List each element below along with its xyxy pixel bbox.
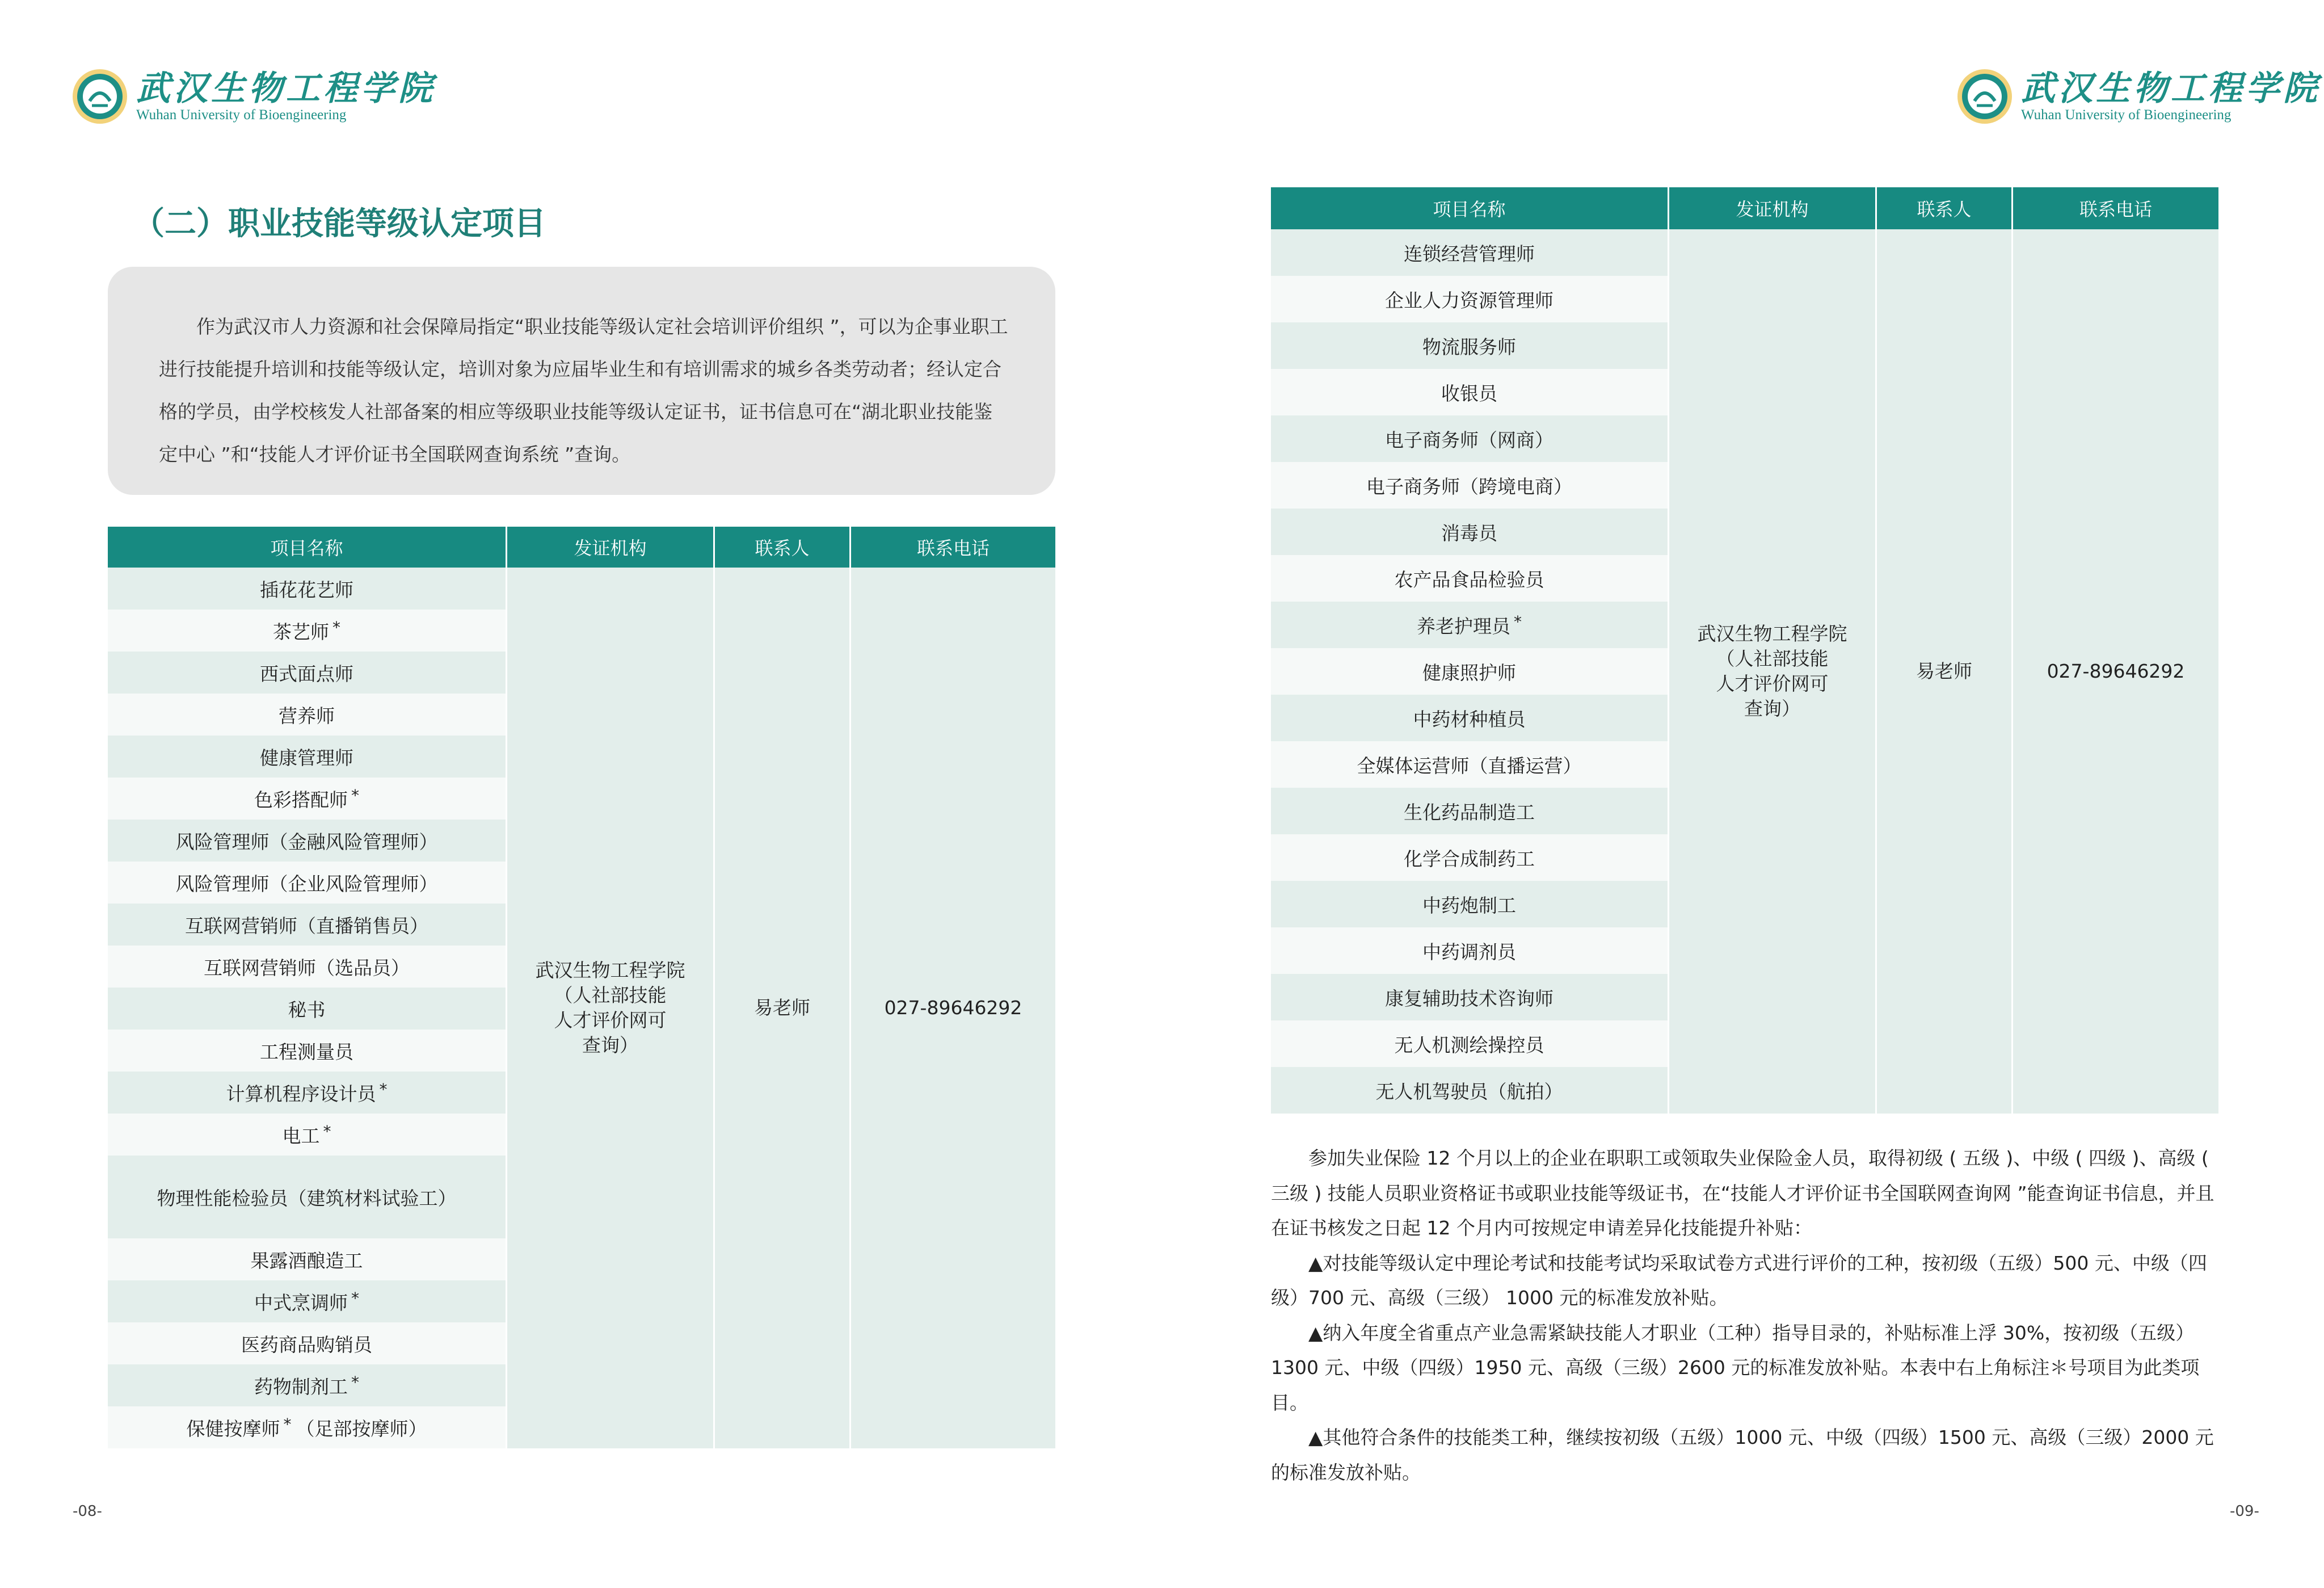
table-header-cell: 发证机构 (507, 527, 715, 568)
project-name: 消毒员 (1441, 522, 1497, 544)
project-name-cell (108, 652, 507, 694)
project-name: 风险管理师（金融风险管理师） (175, 830, 438, 853)
logo-chinese-name: 武汉生物工程学院 (136, 69, 436, 108)
project-name: 连锁经营管理师 (1404, 242, 1535, 265)
project-name-cell (108, 988, 507, 1030)
project-name-cell (108, 778, 507, 820)
phone-cell-text: 027-89646292 (884, 997, 1022, 1019)
contact-cell-text: 易老师 (754, 997, 810, 1019)
project-name-cell (1271, 369, 1669, 415)
project-name-cell (1271, 695, 1669, 741)
project-name-cell (108, 1406, 507, 1448)
project-name-suffix: （足部按摩师） (296, 1417, 427, 1440)
project-name: 西式面点师 (260, 662, 353, 685)
project-name: 中药材种植员 (1413, 708, 1526, 730)
project-name: 风险管理师（企业风险管理师） (175, 872, 438, 895)
project-name: 全媒体运营师（直播运营） (1357, 754, 1582, 777)
project-name-cell (108, 862, 507, 904)
intro-box (108, 267, 1055, 495)
subsidy-star-mark: * (351, 1372, 359, 1392)
project-name: 物理性能检验员（建筑材料试验工） (157, 1187, 457, 1209)
phone-cell (851, 568, 1055, 1448)
project-name: 营养师 (279, 704, 335, 727)
project-name-cell (108, 610, 507, 652)
subsidy-star-mark: * (332, 617, 340, 637)
intro-paragraph: 作为武汉市人力资源和社会保障局指定“职业技能等级认定社会培训评价组织 ”，可以为企事业职工进行技能提升培训和技能等级认定，培训对象为应届毕业生和有培训需求的城乡各类劳动者；经认定合格的学员，由学校核发人社部备案的相应等级职业技能等级认定证书，证书信息可在“湖北职业技能鉴定中心 ”和“技能人才评价证书全国联网查询系统 ”查询。 (159, 316, 1008, 465)
project-name: 互联网营销师（直播销售员） (185, 914, 428, 937)
subsidy-note-intro: 参加失业保险 12 个月以上的企业在职职工或领取失业保险金人员，取得初级 ( 五级 )、中级 ( 四级 )、高级 ( 三级 ) 技能人员职业资格证书或职业技能等级证书，在“技能人才评价证书全国联网查询网 ”能查询证书信息，并且在证书核发之日起 12 个月内可按规定申请差异化技能提升补贴： (1271, 1147, 2214, 1239)
right-certification-table (1271, 187, 2218, 1114)
project-name-cell (1271, 509, 1669, 555)
logo-chinese-name: 武汉生物工程学院 (2021, 69, 2321, 108)
project-name-cell (108, 568, 507, 610)
project-name: 康复辅助技术咨询师 (1385, 987, 1553, 1010)
logo-english-name: Wuhan University of Bioengineering (136, 107, 347, 123)
project-name-cell (1271, 462, 1669, 509)
university-logo-right (1956, 68, 2321, 125)
project-name: 农产品食品检验员 (1394, 568, 1544, 591)
project-name-cell (108, 1280, 507, 1322)
project-name: 工程测量员 (260, 1040, 353, 1063)
project-name-cell (108, 1072, 507, 1114)
project-name: 生化药品制造工 (1404, 801, 1535, 824)
project-name-cell (1271, 602, 1669, 648)
project-name: 化学合成制药工 (1404, 847, 1535, 870)
project-name: 中式烹调师 (254, 1291, 348, 1314)
project-name-cell (108, 1364, 507, 1406)
issuer-cell (1669, 229, 1877, 1114)
project-name: 插花花艺师 (260, 578, 353, 601)
project-name-cell (1271, 648, 1669, 695)
project-name: 医药商品购销员 (241, 1333, 372, 1356)
subsidy-star-mark: * (283, 1414, 292, 1434)
project-name-cell (1271, 229, 1669, 276)
table-header-cell: 项目名称 (108, 527, 507, 568)
subsidy-star-mark: * (351, 1288, 359, 1308)
project-name-cell (108, 1238, 507, 1280)
issuer-cell (507, 568, 715, 1448)
project-name-cell (108, 1030, 507, 1072)
project-name-cell (108, 1322, 507, 1364)
project-name-cell (1271, 974, 1669, 1020)
subsidy-star-mark: * (351, 785, 359, 805)
university-logo-left (71, 68, 436, 125)
project-name-cell (1271, 927, 1669, 974)
project-name-cell (1271, 555, 1669, 602)
contact-cell-text: 易老师 (1916, 660, 1972, 682)
subsidy-note-item: ▲其他符合条件的技能类工种，继续按初级（五级）1000 元、中级（四级）1500 元、高级（三级）2000 元的标准发放补贴。 (1271, 1426, 2214, 1484)
subsidy-star-mark: * (323, 1121, 331, 1141)
project-name-cell (1271, 788, 1669, 834)
issuer-cell-text: 武汉生物工程学院 （人社部技能 人才评价网可 查询） (1697, 623, 1847, 720)
logo-english-name: Wuhan University of Bioengineering (2021, 107, 2232, 123)
section-title: （二）职业技能等级认定项目 (133, 205, 546, 242)
project-name-cell (1271, 834, 1669, 881)
project-name: 物流服务师 (1422, 335, 1516, 358)
table-header-cell: 联系人 (1877, 187, 2013, 229)
phone-cell (2013, 229, 2218, 1114)
issuer-cell-text: 武汉生物工程学院 （人社部技能 人才评价网可 查询） (535, 959, 685, 1056)
contact-cell (1877, 229, 2013, 1114)
page-number-left: -08- (73, 1503, 102, 1520)
project-name: 计算机程序设计员 (226, 1082, 376, 1105)
project-name: 中药炮制工 (1422, 894, 1516, 917)
project-name-cell (108, 694, 507, 736)
project-name-cell (1271, 1020, 1669, 1067)
project-name: 色彩搭配师 (254, 788, 348, 811)
table-header-cell: 联系电话 (2013, 187, 2218, 229)
project-name: 无人机测绘操控员 (1394, 1034, 1544, 1056)
project-name: 电工 (282, 1124, 320, 1147)
subsidy-note-item: ▲纳入年度全省重点产业急需紧缺技能人才职业（工种）指导目录的，补贴标准上浮 30%，按初级（五级）1300 元、中级（四级）1950 元、高级（三级）2600 元的标准发放补贴。本表中右上角标注＊号项目为此类项目。 (1271, 1321, 2200, 1414)
project-name: 电子商务师（网商） (1385, 428, 1553, 451)
project-name-cell (108, 820, 507, 862)
phone-cell-text: 027-89646292 (2047, 660, 2185, 682)
project-name-cell (1271, 881, 1669, 927)
project-name-cell (108, 1114, 507, 1156)
university-emblem-icon (1956, 68, 2013, 125)
project-name: 企业人力资源管理师 (1385, 289, 1553, 312)
subsidy-notes (1271, 1141, 2224, 1490)
table-header-cell: 联系人 (715, 527, 851, 568)
project-name: 药物制剂工 (254, 1375, 348, 1398)
project-name-cell (1271, 741, 1669, 788)
project-name: 果露酒酿造工 (250, 1249, 363, 1272)
project-name: 养老护理员 (1417, 615, 1510, 637)
project-name: 中药调剂员 (1422, 940, 1516, 963)
project-name: 健康照护师 (1422, 661, 1516, 684)
project-name: 无人机驾驶员（航拍） (1375, 1080, 1563, 1103)
project-name-cell (108, 904, 507, 946)
project-name: 茶艺师 (273, 620, 329, 643)
project-name-cell (1271, 276, 1669, 322)
subsidy-star-mark: * (1514, 612, 1522, 631)
project-name: 秘书 (288, 998, 326, 1021)
project-name-cell (1271, 415, 1669, 462)
table-header-cell: 联系电话 (851, 527, 1055, 568)
table-header-cell: 项目名称 (1271, 187, 1669, 229)
subsidy-star-mark: * (379, 1079, 388, 1099)
project-name-cell (1271, 322, 1669, 369)
university-emblem-icon (71, 68, 128, 125)
project-name: 电子商务师（跨境电商） (1366, 475, 1572, 498)
project-name-cell (108, 1156, 507, 1238)
project-name: 收银员 (1441, 382, 1497, 405)
subsidy-note-item: ▲对技能等级认定中理论考试和技能考试均采取试卷方式进行评价的工种，按初级（五级）500 元、中级（四级）700 元、高级（三级） 1000 元的标准发放补贴。 (1271, 1251, 2207, 1309)
project-name-cell (108, 736, 507, 778)
project-name-cell (1271, 1067, 1669, 1114)
contact-cell (715, 568, 851, 1448)
project-name: 互联网营销师（选品员） (204, 956, 410, 979)
left-certification-table (108, 527, 1055, 1448)
page-number-right: -09- (2230, 1503, 2259, 1520)
project-name-cell (108, 946, 507, 988)
project-name: 健康管理师 (260, 746, 353, 769)
table-header-cell: 发证机构 (1669, 187, 1877, 229)
project-name: 保健按摩师 (186, 1417, 280, 1440)
